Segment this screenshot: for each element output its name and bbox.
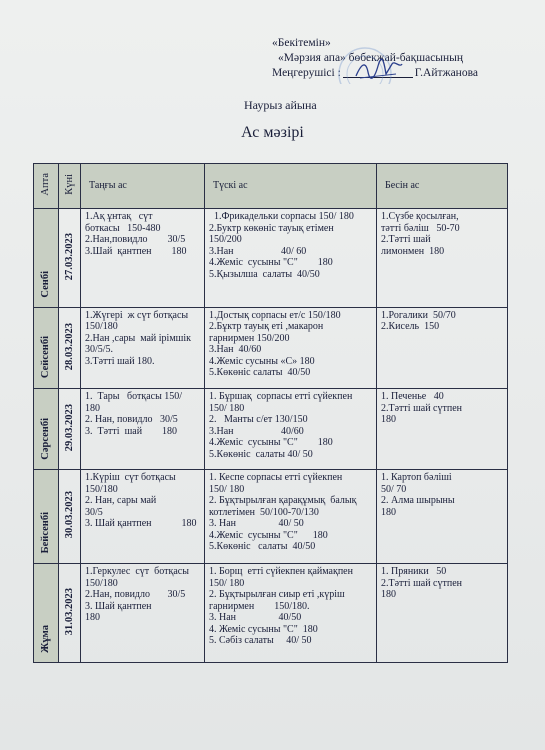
snack-line: 50/ 70 xyxy=(381,483,407,495)
lunch-cell xyxy=(205,209,377,308)
snack-line: 180 xyxy=(381,589,396,601)
lunch-line: 2. Бұқтырылған сиыр еті ,күріш xyxy=(209,589,345,601)
week-label: Бейсенбі xyxy=(40,512,52,554)
date-label: 29.03.2023 xyxy=(63,403,75,452)
snack-line: лимонмен 180 xyxy=(381,245,445,257)
snack-line: 1. Пряники 50 xyxy=(381,566,447,578)
breakfast-line: 2. Нан, сары май xyxy=(85,495,157,507)
breakfast-line: 2.Нан,повидло 30/5 xyxy=(85,234,186,245)
lunch-line: 4.Жеміс сусыны "С" 180 xyxy=(209,529,328,541)
menu-table xyxy=(33,163,508,663)
lunch-line: 5.Көкөніс салаты 40/ 50 xyxy=(209,448,313,460)
snack-line: 1. Картоп бәліші xyxy=(381,472,452,484)
table-row xyxy=(34,564,508,663)
week-cell xyxy=(34,209,59,308)
breakfast-line: 3. Шай қантпен xyxy=(85,600,152,612)
lunch-line: гарнирмен 150/180. xyxy=(209,600,310,612)
breakfast-line: 3.Тәтті шай 180. xyxy=(85,355,155,367)
snack-cell xyxy=(377,209,508,308)
snack-line: 1.Рогалики 50/70 xyxy=(381,309,456,321)
breakfast-cell xyxy=(81,389,205,470)
breakfast-line: 150/180 xyxy=(85,321,118,333)
snack-line: тәтті бәліш 50-70 xyxy=(381,222,460,234)
week-cell xyxy=(34,470,59,564)
breakfast-line: 1.Геркулес сүт ботқасы xyxy=(85,566,189,578)
snack-line: 180 xyxy=(381,414,396,426)
lunch-line: 4.Жеміс сусыны "С" 180 xyxy=(209,257,333,268)
lunch-cell xyxy=(205,470,377,564)
lunch-line: 2.Бұктр тауық еті ,макарон xyxy=(209,321,324,333)
snack-line: 1.Сүзбе қосылған, xyxy=(381,211,459,222)
breakfast-line: 30/5 xyxy=(85,506,103,518)
table-header-row xyxy=(34,164,508,209)
lunch-line: 1. Бұршақ сорпасы етті сүйекпен xyxy=(209,391,353,403)
breakfast-line: 1.Жүгері ж сүт ботқасы xyxy=(85,309,189,321)
lunch-line: 3.Нан 40/60 xyxy=(209,344,262,356)
breakfast-line: боткасы 150-480 xyxy=(85,222,161,234)
header-day: Күні xyxy=(59,164,81,209)
lunch-line: 3. Нан 40/50 xyxy=(209,612,302,624)
date-cell xyxy=(59,209,81,308)
week-cell xyxy=(34,307,59,388)
breakfast-line: 2.Нан, повидло 30/5 xyxy=(85,589,186,601)
lunch-line: 3.Нан 40/ 60 xyxy=(209,245,307,257)
breakfast-cell xyxy=(81,307,205,388)
table-row xyxy=(34,209,508,308)
breakfast-line: 1.Күріш сүт ботқасы xyxy=(85,472,176,484)
lunch-line: 2. Бұқтырылған қарақұмық балық xyxy=(209,495,357,507)
snack-line: 2.Тәтті шай сүтпен xyxy=(381,402,463,414)
lunch-line: 4.Жеміс сусыны «С» 180 xyxy=(209,355,315,367)
breakfast-line: 1. Тары ботқасы 150/ xyxy=(85,391,183,403)
lunch-line: 4.Жеміс сусыны "С" 180 xyxy=(209,437,333,449)
lunch-line: 2.Буктр көкөніс тауық етімен xyxy=(209,222,334,234)
snack-line: 2.Кисель 150 xyxy=(381,321,440,333)
lunch-line: 2. Манты с/ет 130/150 xyxy=(209,414,308,426)
lunch-line: 1. Борщ етті сүйекпен қаймақпен xyxy=(209,566,353,578)
lunch-line: 5.Көкөніс салаты 40/50 xyxy=(209,367,311,379)
week-label: Сенбі xyxy=(40,270,52,298)
header-breakfast: Таңғы ас xyxy=(81,164,205,209)
snack-line: 2. Алма шырыны xyxy=(381,495,455,507)
month-label: Наурыз айына xyxy=(244,98,317,112)
breakfast-line: 150/180 xyxy=(85,483,118,495)
breakfast-line: 180 xyxy=(85,402,100,414)
breakfast-line: 150/180 xyxy=(85,577,118,589)
breakfast-cell xyxy=(81,209,205,308)
breakfast-line: 2.Нан ,сары май ірімшік xyxy=(85,332,192,344)
lunch-line: гарнирмен 150/200 xyxy=(209,332,290,344)
page-title: Ас мәзірі xyxy=(241,124,304,141)
signature-icon xyxy=(352,58,404,82)
breakfast-line: 1.Ақ ұнтақ сүт xyxy=(85,211,153,222)
breakfast-line: 3. Шай қантпен 180 xyxy=(85,518,197,530)
breakfast-cell xyxy=(81,470,205,564)
lunch-line: 1.Фрикадельки сорпасы 150/ 180 xyxy=(209,211,354,222)
lunch-line: 150/200 xyxy=(209,234,242,245)
table-row xyxy=(34,470,508,564)
lunch-line: 4. Жеміс сусыны "С" 180 xyxy=(209,623,318,635)
week-label: Жұма xyxy=(40,624,52,653)
organization-name: «Мәрзия апа» бөбекжай-бақшасының xyxy=(278,52,464,64)
lunch-line: котлетімен 50/100-70/130 xyxy=(209,506,319,518)
week-cell xyxy=(34,564,59,663)
snack-line: 2.Тәтті шай xyxy=(381,234,431,245)
lunch-line: 3. Нан 40/ 50 xyxy=(209,518,304,530)
week-label: Сейсенбі xyxy=(40,336,52,379)
approve-label: «Бекітемін» xyxy=(272,37,331,49)
breakfast-cell xyxy=(81,564,205,663)
date-label: 31.03.2023 xyxy=(63,587,75,635)
snack-cell xyxy=(377,564,508,663)
date-cell xyxy=(59,389,81,470)
header-week: Апта xyxy=(34,164,59,209)
lunch-cell xyxy=(205,564,377,663)
lunch-cell xyxy=(205,389,377,470)
manager-title: Меңгерушісі : xyxy=(272,67,341,79)
date-label: 28.03.2023 xyxy=(63,322,75,370)
breakfast-line: 30/5/5. xyxy=(85,344,114,356)
snack-line: 1. Печенье 40 xyxy=(381,391,444,403)
lunch-line: 3.Нан 40/60 xyxy=(209,425,304,437)
week-cell xyxy=(34,389,59,470)
date-cell xyxy=(59,470,81,564)
lunch-cell xyxy=(205,307,377,388)
breakfast-line: 3.Шай қантпен 180 xyxy=(85,245,187,257)
lunch-line: 5.Көкөніс салаты 40/50 xyxy=(209,541,316,553)
snack-cell xyxy=(377,307,508,388)
table-row xyxy=(34,389,508,470)
table-row xyxy=(34,307,508,388)
snack-cell xyxy=(377,389,508,470)
lunch-line: 5. Сәбіз салаты 40/ 50 xyxy=(209,635,312,647)
snack-cell xyxy=(377,470,508,564)
lunch-line: 1. Кеспе сорпасы етті сүйекпен xyxy=(209,472,343,484)
breakfast-line: 3. Тәтті шай 180 xyxy=(85,425,178,437)
snack-line: 2.Тәтті шай сүтпен xyxy=(381,577,463,589)
manager-name: Г.Айтжанова xyxy=(414,67,478,79)
date-cell xyxy=(59,564,81,663)
lunch-line: 5.Қызылша салаты 40/50 xyxy=(209,268,320,280)
lunch-line: 150/ 180 xyxy=(209,577,245,589)
header-lunch: Түскі ас xyxy=(205,164,377,209)
breakfast-line: 180 xyxy=(85,612,100,624)
breakfast-line: 2. Нан, повидло 30/5 xyxy=(85,414,178,426)
lunch-line: 1.Достық сорпасы ет/с 150/180 xyxy=(209,309,341,321)
date-label: 30.03.2023 xyxy=(63,491,75,539)
snack-line: 180 xyxy=(381,506,396,518)
header-snack: Бесін ас xyxy=(377,164,508,209)
date-cell xyxy=(59,307,81,388)
date-label: 27.03.2023 xyxy=(63,232,75,280)
lunch-line: 150/ 180 xyxy=(209,402,245,414)
week-label: Сәрсенбі xyxy=(40,418,52,460)
lunch-line: 150/ 180 xyxy=(209,483,245,495)
